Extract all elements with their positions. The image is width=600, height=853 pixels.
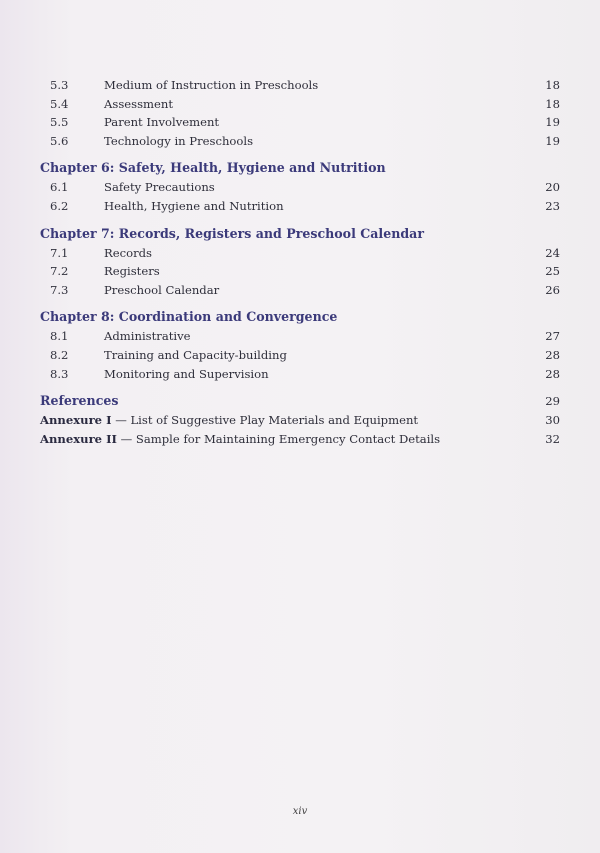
toc-entry (40, 365, 562, 384)
annexure-text: — Sample for Maintaining Emergency Contact Details (116, 431, 441, 446)
toc-entry (40, 262, 562, 281)
section-title: Safety Precautions (104, 180, 215, 195)
chapter-6-heading: Chapter 6: Safety, Health, Hygiene and Nutrition (40, 160, 386, 176)
chapter-8-heading: Chapter 8: Coordination and Convergence (40, 309, 338, 325)
toc-entry (40, 113, 562, 132)
page-number: 19 (545, 115, 560, 130)
toc-entry (40, 281, 562, 300)
annexure-entry (40, 430, 562, 449)
page-number: 29 (545, 394, 560, 409)
section-title: Monitoring and Supervision (104, 366, 269, 381)
section-title: Assessment (104, 96, 174, 111)
page-number: 23 (545, 198, 560, 213)
chapter-7-heading: Chapter 7: Records, Registers and Preschool Calendar (40, 225, 424, 241)
annexure-text: — List of Suggestive Play Materials and Equipment (111, 413, 419, 428)
annexure-label: Annexure I (40, 413, 112, 428)
section-title: Training and Capacity-building (104, 347, 287, 362)
toc-entry (40, 327, 562, 346)
references-title: References (40, 393, 119, 409)
section-number: 7.3 (50, 282, 69, 297)
section-number: 5.3 (50, 78, 69, 92)
page-number: 20 (545, 180, 560, 195)
section-number: 6.2 (50, 198, 69, 213)
page-number: 26 (545, 282, 560, 297)
table-of-contents (40, 76, 562, 448)
section-number: 5.6 (50, 133, 69, 148)
page-number: 19 (545, 133, 560, 148)
section-title: Parent Involvement (104, 115, 220, 130)
page-number: 25 (545, 264, 560, 279)
section-number: 5.4 (50, 96, 69, 111)
section-title: Health, Hygiene and Nutrition (104, 198, 284, 213)
page-number: 28 (545, 366, 560, 381)
section-title: Technology in Preschools (104, 133, 254, 148)
section-title: Administrative (104, 329, 191, 344)
section-title: Records (104, 245, 152, 260)
toc-entry (40, 197, 562, 216)
page-number: 24 (545, 245, 560, 260)
toc-entry (40, 244, 562, 263)
section-number: 8.3 (50, 366, 69, 381)
section-title: Medium of Instruction in Preschools (104, 78, 319, 92)
page-number: 27 (545, 329, 560, 344)
page-number: 32 (545, 431, 560, 446)
page-folio: xiv (292, 806, 308, 817)
section-title: Preschool Calendar (104, 282, 220, 297)
section-number: 5.5 (50, 115, 69, 130)
toc-entry (40, 76, 562, 95)
toc-entry (40, 346, 562, 365)
page-number: 18 (545, 78, 560, 92)
annexure-label: Annexure II (40, 431, 117, 446)
section-number: 8.2 (50, 347, 69, 362)
toc-entry (40, 178, 562, 197)
page-number: 30 (545, 413, 560, 428)
references-entry (40, 391, 562, 411)
section-number: 8.1 (50, 329, 69, 344)
page-number: 28 (545, 347, 560, 362)
toc-entry (40, 132, 562, 151)
section-number: 7.2 (50, 264, 69, 279)
section-title: Registers (104, 264, 160, 279)
section-number: 7.1 (50, 245, 69, 260)
page-number: 18 (545, 96, 560, 111)
section-number: 6.1 (50, 180, 69, 195)
annexure-entry (40, 411, 562, 430)
toc-entry (40, 95, 562, 114)
